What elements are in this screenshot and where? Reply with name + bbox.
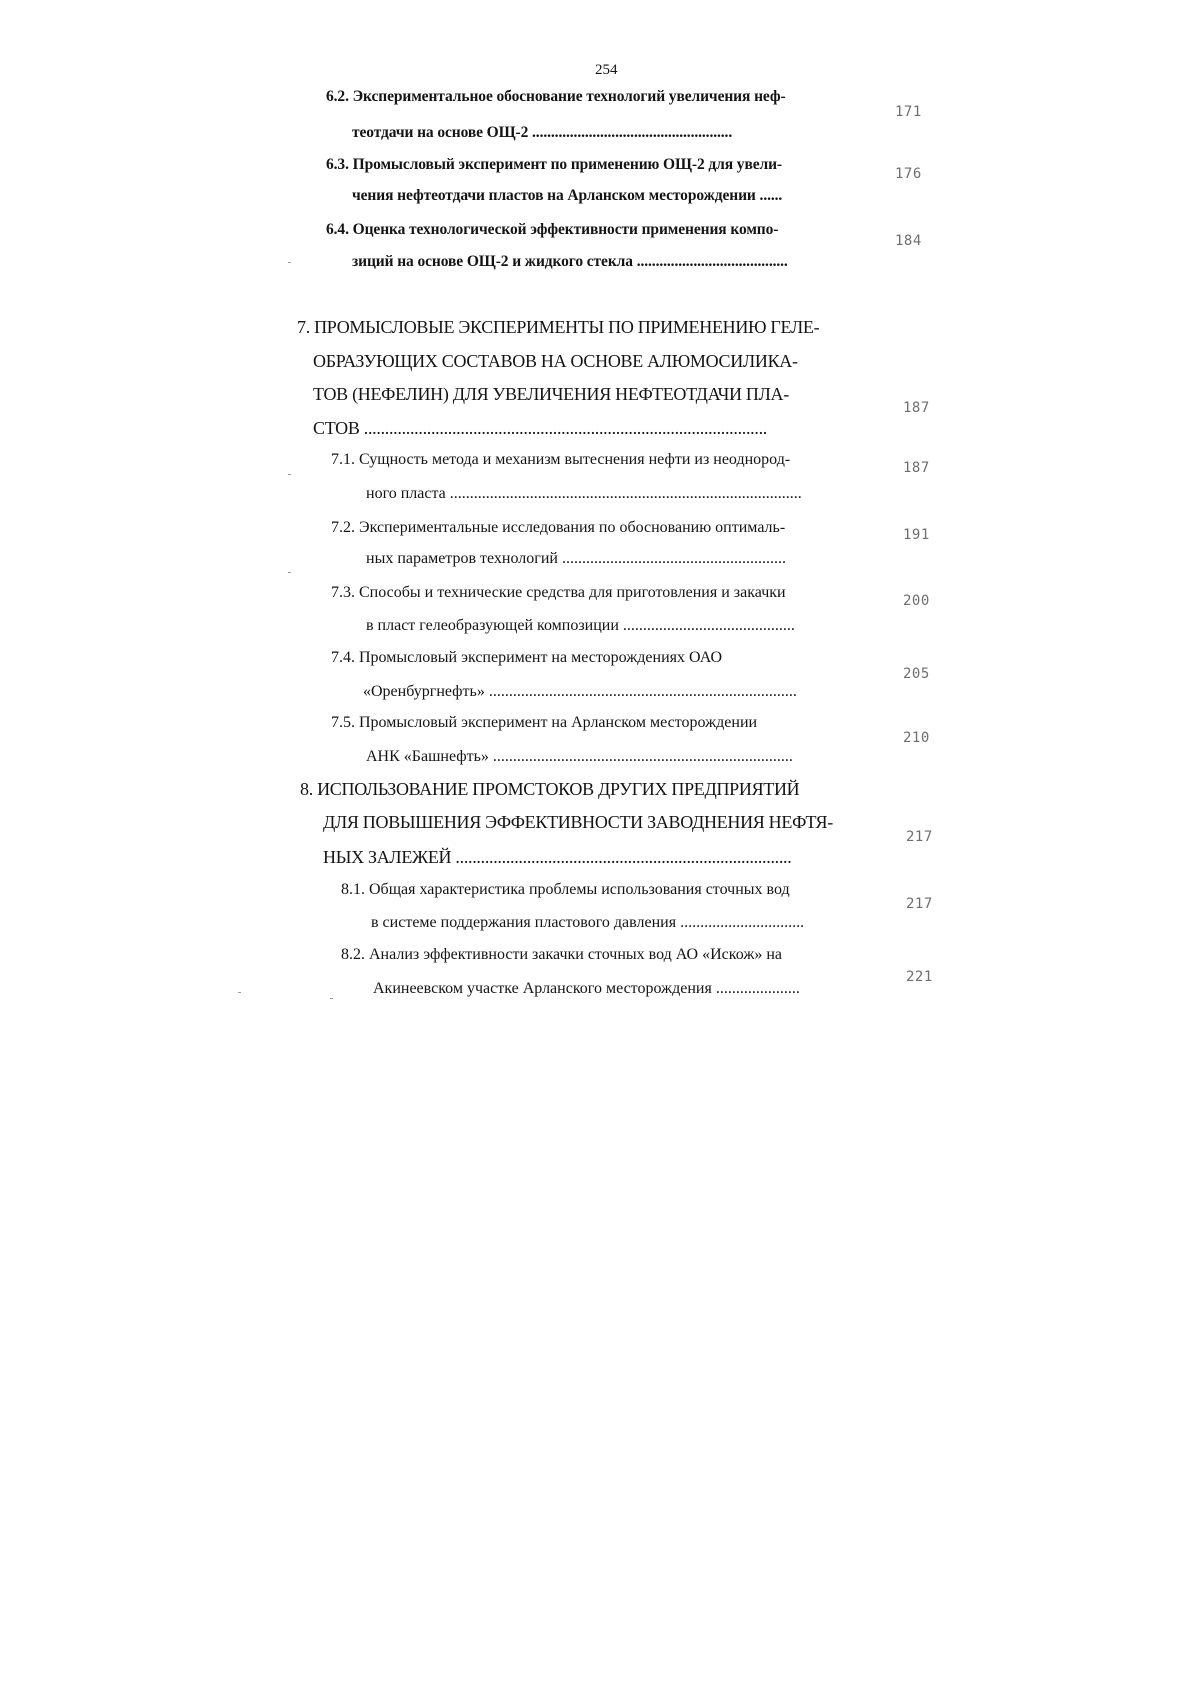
toc-entry-7-4-page: 205 <box>903 666 930 682</box>
toc-entry-8-line-3: НЫХ ЗАЛЕЖЕЙ ................................................................................ <box>323 847 792 867</box>
toc-entry-6-4-page: 184 <box>895 233 922 249</box>
toc-entry-6-4-line-2: зиций на основе ОЩ-2 и жидкого стекла ........................................ <box>352 253 788 270</box>
page-number: 254 <box>595 62 618 78</box>
scan-speck <box>288 262 291 263</box>
toc-entry-6-3-page: 176 <box>895 166 922 182</box>
toc-entry-6-2-line-1: 6.2. Экспериментальное обоснование технологий увеличения неф- <box>326 88 786 105</box>
toc-entry-7-5-page: 210 <box>903 730 930 746</box>
toc-entry-8-2-line-2: Акинеевском участке Арланского месторождения ..................... <box>373 980 800 997</box>
toc-entry-8-2-page: 221 <box>906 969 933 985</box>
toc-entry-7-page: 187 <box>903 400 930 416</box>
toc-entry-8-page: 217 <box>906 829 933 845</box>
toc-entry-7-2-page: 191 <box>903 527 930 543</box>
toc-entry-8-line-1: 8. ИСПОЛЬЗОВАНИЕ ПРОМСТОКОВ ДРУГИХ ПРЕДПРИЯТИЙ <box>300 779 800 799</box>
toc-entry-7-5-line-2: АНК «Башнефть» ........................................................................... <box>366 748 793 765</box>
toc-entry-8-1-line-1: 8.1. Общая характеристика проблемы использования сточных вод <box>341 881 790 898</box>
toc-entry-7-4-line-1: 7.4. Промысловый эксперимент на месторождениях ОАО <box>331 649 723 666</box>
toc-entry-8-line-2: ДЛЯ ПОВЫШЕНИЯ ЭФФЕКТИВНОСТИ ЗАВОДНЕНИЯ НЕФТЯ- <box>323 812 833 832</box>
toc-entry-7-1-page: 187 <box>903 460 930 476</box>
toc-entry-7-2-line-1: 7.2. Экспериментальные исследования по обоснованию оптималь- <box>331 519 786 536</box>
toc-entry-6-3-line-2: чения нефтеотдачи пластов на Арланском месторождении ...... <box>352 187 783 204</box>
toc-entry-6-2-page: 171 <box>895 104 922 120</box>
toc-entry-7-2-line-2: ных параметров технологий ........................................................ <box>366 550 786 567</box>
toc-entry-7-line-4: СТОВ ................................................................................................ <box>313 418 767 438</box>
toc-entry-8-1-line-2: в системе поддержания пластового давления ............................... <box>371 914 805 931</box>
toc-entry-6-2-line-2: теотдачи на основе ОЩ-2 ..................................................... <box>352 124 733 141</box>
toc-entry-6-3-line-1: 6.3. Промысловый эксперимент по применению ОЩ-2 для увели- <box>326 156 782 173</box>
toc-entry-7-1-line-2: ного пласта ........................................................................................ <box>366 485 802 502</box>
scan-speck <box>330 998 333 999</box>
scan-speck <box>288 474 291 475</box>
toc-entry-6-4-line-1: 6.4. Оценка технологической эффективности применения компо- <box>326 221 779 238</box>
scan-speck <box>288 572 291 573</box>
toc-entry-7-line-2: ОБРАЗУЮЩИХ СОСТАВОВ НА ОСНОВЕ АЛЮМОСИЛИКА- <box>313 351 798 371</box>
toc-entry-8-2-line-1: 8.2. Анализ эффективности закачки сточных вод АО «Искож» на <box>341 946 783 963</box>
toc-entry-7-3-page: 200 <box>903 593 930 609</box>
toc-entry-7-line-3: ТОВ (НЕФЕЛИН) ДЛЯ УВЕЛИЧЕНИЯ НЕФТЕОТДАЧИ ПЛА- <box>313 384 789 404</box>
toc-entry-7-4-line-2: «Оренбургнефть» ............................................................................. <box>363 683 797 700</box>
toc-entry-7-5-line-1: 7.5. Промысловый эксперимент на Арланском месторождении <box>331 714 758 731</box>
scan-speck <box>238 992 241 993</box>
toc-entry-7-line-1: 7. ПРОМЫСЛОВЫЕ ЭКСПЕРИМЕНТЫ ПО ПРИМЕНЕНИЮ ГЕЛЕ- <box>297 317 820 337</box>
toc-entry-7-3-line-2: в пласт гелеобразующей композиции ........................................... <box>366 617 795 634</box>
toc-entry-7-3-line-1: 7.3. Способы и технические средства для приготовления и закачки <box>331 584 786 601</box>
toc-entry-8-1-page: 217 <box>906 896 933 912</box>
toc-entry-7-1-line-1: 7.1. Сущность метода и механизм вытеснения нефти из неоднород- <box>331 451 791 468</box>
